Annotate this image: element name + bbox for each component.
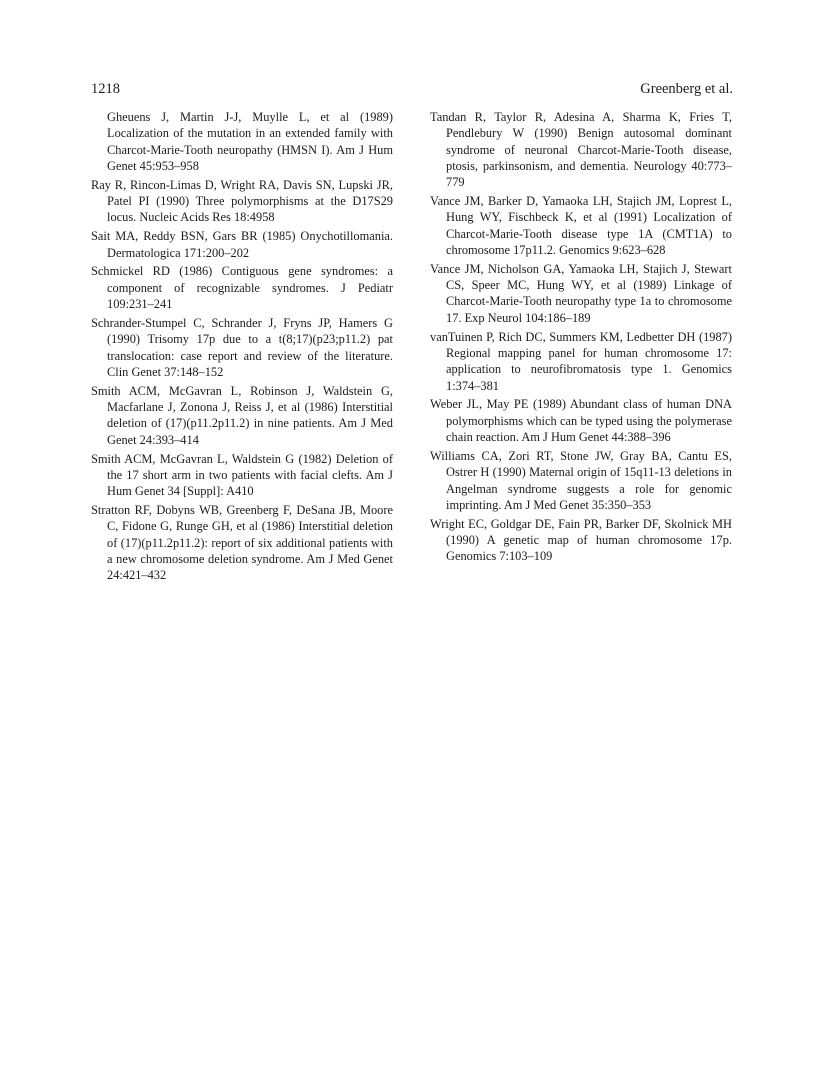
reference-entry: Smith ACM, McGavran L, Waldstein G (1982) Deletion of the 17 short arm in two patients with facial clefts. Am J Hum Genet 34 [Suppl]: A410	[91, 451, 393, 499]
reference-entry: Gheuens J, Martin J-J, Muylle L, et al (1989) Localization of the mutation in an extended family with Charcot-Marie-Tooth neuropathy (HMSN I). Am J Hum Genet 45:953–958	[107, 110, 393, 173]
reference-entry: Williams CA, Zori RT, Stone JW, Gray BA, Cantu ES, Ostrer H (1990) Maternal origin of 15q11-13 deletions in Angelman syndrome suggests a role for genomic imprinting. Am J Med Genet 35:350–353	[430, 448, 732, 512]
reference-entry: Stratton RF, Dobyns WB, Greenberg F, DeSana JB, Moore C, Fidone G, Runge GH, et al (1986) Interstitial deletion of (17)(p11.2p11.2): report of six additional patients with a new chromosome deletion syndrome. Am J Med Genet 24:421–432	[91, 502, 393, 583]
reference-entry: Smith ACM, McGavran L, Robinson J, Waldstein G, Macfarlane J, Zonona J, Reiss J, et al (1986) Interstitial deletion of (17)(p11.2p11.2) in nine patients. Am J Med Genet 24:393–414	[91, 383, 393, 447]
reference-entry: Vance JM, Barker D, Yamaoka LH, Stajich JM, Loprest L, Hung WY, Fischbeck K, et al (1991) Localization of Charcot-Marie-Tooth disease type 1A (CMT1A) to chromosome 17p11.2. Genomics 9:623–628	[430, 194, 732, 257]
reference-entry: Sait MA, Reddy BSN, Gars BR (1985) Onychotillomania. Dermatologica 171:200–202	[91, 229, 393, 260]
references-right-column	[430, 109, 732, 567]
reference-entry: Tandan R, Taylor R, Adesina A, Sharma K, Fries T, Pendlebury W (1990) Benign autosomal dominant syndrome of neuronal Charcot-Marie-Tooth disease, ptosis, parkinsonism, and dementia. Neurology 40:773–779	[430, 110, 732, 190]
reference-entry: Weber JL, May PE (1989) Abundant class of human DNA polymorphisms which can be typed using the polymerase chain reaction. Am J Hum Genet 44:388–396	[430, 397, 732, 445]
reference-entry: vanTuinen P, Rich DC, Summers KM, Ledbetter DH (1987) Regional mapping panel for human chromosome 17: application to neurofibromatosis type 1. Genomics 1:374–381	[430, 329, 732, 393]
page-number: 1218	[91, 81, 120, 97]
page-header	[91, 79, 733, 103]
running-head: Greenberg et al.	[640, 81, 733, 97]
reference-entry: Vance JM, Nicholson GA, Yamaoka LH, Stajich J, Stewart CS, Speer MC, Hung WY, et al (1989) Linkage of Charcot-Marie-Tooth neuropathy type 1a to chromosome 17. Exp Neurol 104:186–189	[430, 261, 732, 325]
reference-entry: Ray R, Rincon-Limas D, Wright RA, Davis SN, Lupski JR, Patel PI (1990) Three polymorphisms at the D17S29 locus. Nucleic Acids Res 18:4958	[91, 177, 393, 225]
reference-entry: Schmickel RD (1986) Contiguous gene syndromes: a component of recognizable syndromes. J Pediatr 109:231–241	[91, 264, 393, 312]
reference-entry: Wright EC, Goldgar DE, Fain PR, Barker DF, Skolnick MH (1990) A genetic map of human chromosome 17p. Genomics 7:103–109	[430, 516, 732, 564]
reference-entry: Schrander-Stumpel C, Schrander J, Fryns JP, Hamers G (1990) Trisomy 17p due to a t(8;17)(p23;p11.2) pat translocation: case report and review of the literature. Clin Genet 37:148–152	[91, 315, 393, 379]
references-left-column	[91, 109, 393, 586]
